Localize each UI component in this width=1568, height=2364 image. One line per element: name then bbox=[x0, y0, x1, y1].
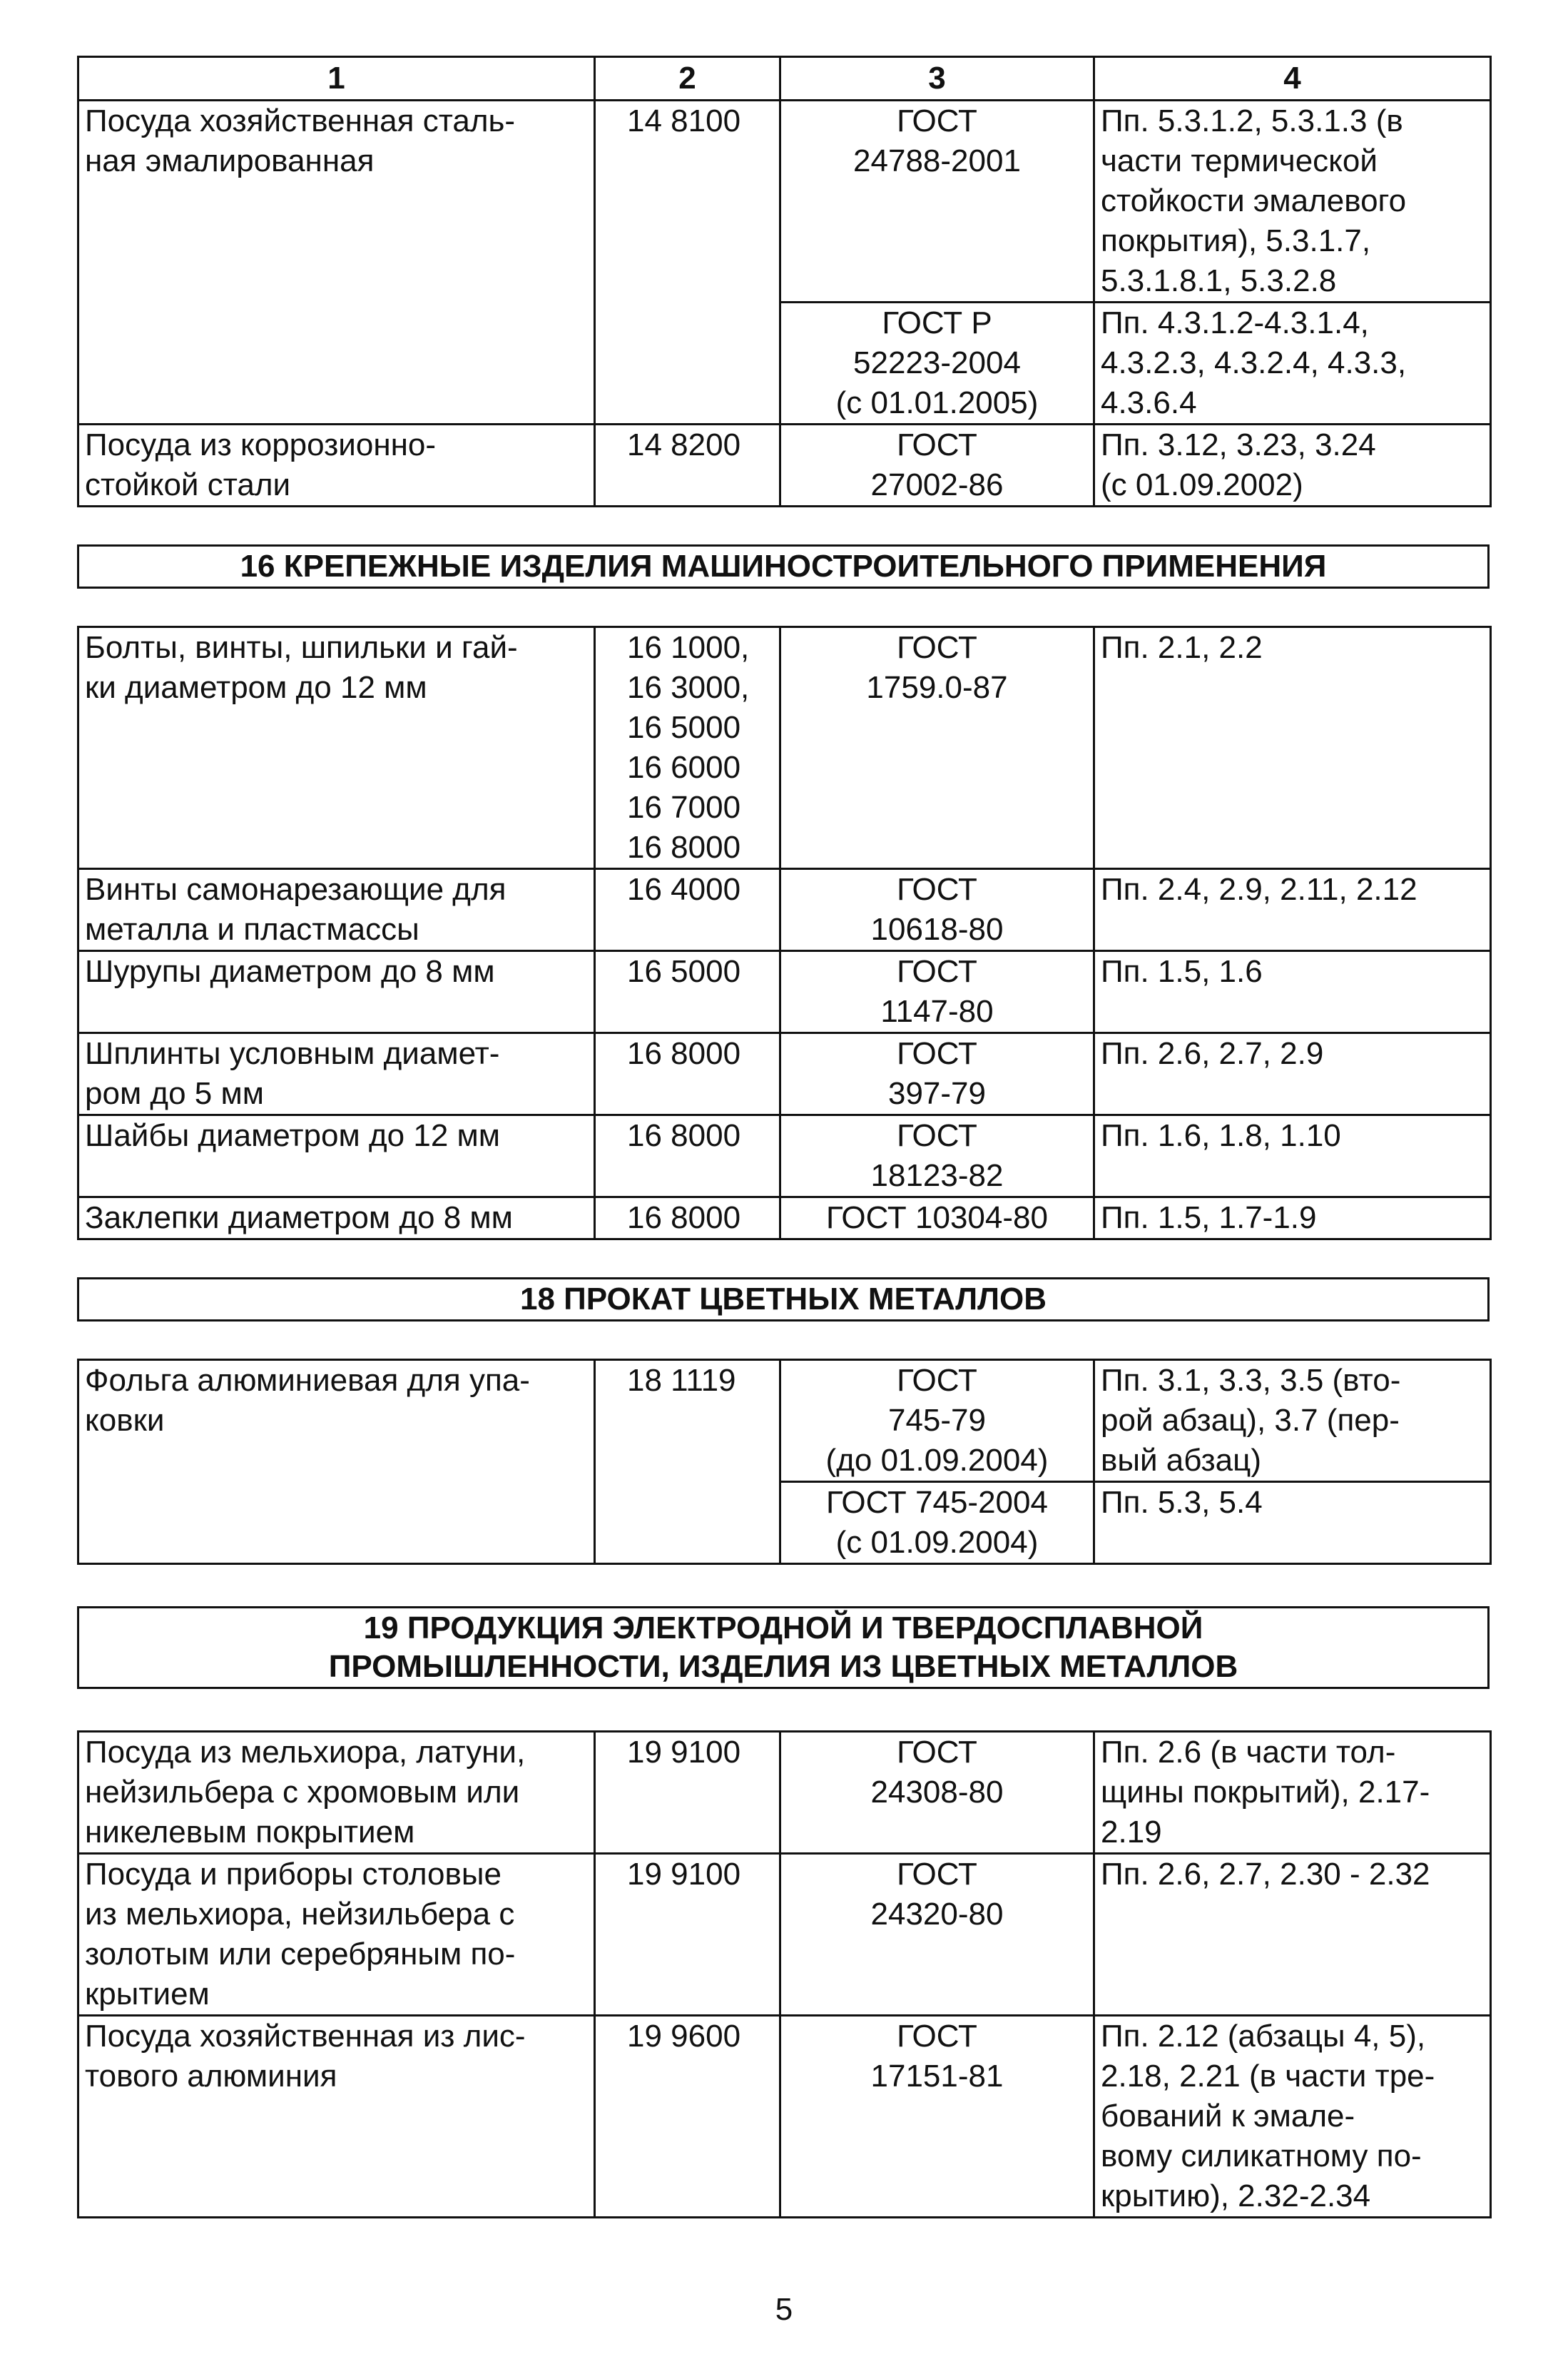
product-name-cell: Болты, винты, шпильки и гай- ки диаметром до 12 мм bbox=[78, 627, 595, 869]
code-cell: 19 9100 bbox=[595, 1732, 780, 1854]
standard-cell: ГОСТ 745-79 (до 01.09.2004) bbox=[780, 1360, 1094, 1482]
table-row bbox=[78, 1197, 1491, 1239]
table-block-16 bbox=[77, 626, 1492, 1240]
clauses-cell: Пп. 5.3, 5.4 bbox=[1094, 1482, 1491, 1564]
code-cell: 19 9100 bbox=[595, 1854, 780, 2016]
standard-cell: ГОСТ Р 52223-2004 (с 01.01.2005) bbox=[780, 303, 1094, 425]
table-block-19 bbox=[77, 1730, 1492, 2218]
table-row bbox=[78, 101, 1491, 303]
product-name-cell: Шурупы диаметром до 8 мм bbox=[78, 951, 595, 1033]
standard-cell: ГОСТ 1147-80 bbox=[780, 951, 1094, 1033]
product-name-cell: Винты самонарезающие для металла и пластмассы bbox=[78, 869, 595, 951]
clauses-cell: Пп. 2.1, 2.2 bbox=[1094, 627, 1491, 869]
document-page bbox=[77, 56, 1490, 2218]
code-cell: 16 1000, 16 3000, 16 5000 16 6000 16 7000 16 8000 bbox=[595, 627, 780, 869]
code-cell: 19 9600 bbox=[595, 2016, 780, 2218]
clauses-cell: Пп. 2.12 (абзацы 4, 5), 2.18, 2.21 (в части тре- бований к эмале- вому силикатному по- крытию), 2.32-2.34 bbox=[1094, 2016, 1491, 2218]
clauses-cell: Пп. 3.1, 3.3, 3.5 (вто- рой абзац), 3.7 (пер- вый абзац) bbox=[1094, 1360, 1491, 1482]
clauses-cell: Пп. 4.3.1.2-4.3.1.4, 4.3.2.3, 4.3.2.4, 4.3.3, 4.3.6.4 bbox=[1094, 303, 1491, 425]
code-cell: 16 4000 bbox=[595, 869, 780, 951]
product-name-cell: Заклепки диаметром до 8 мм bbox=[78, 1197, 595, 1239]
code-cell: 16 8000 bbox=[595, 1115, 780, 1197]
product-name-cell: Посуда хозяйственная сталь- ная эмалированная bbox=[78, 101, 595, 425]
standard-cell: ГОСТ 1759.0-87 bbox=[780, 627, 1094, 869]
page-number: 5 bbox=[775, 2292, 793, 2327]
product-name-cell: Посуда хозяйственная из лис- тового алюминия bbox=[78, 2016, 595, 2218]
product-name-cell: Посуда из мельхиора, латуни, нейзильбера с хромовым или никелевым покрытием bbox=[78, 1732, 595, 1854]
standard-cell: ГОСТ 27002-86 bbox=[780, 425, 1094, 507]
section-heading-16: 16 КРЕПЕЖНЫЕ ИЗДЕЛИЯ МАШИНОСТРОИТЕЛЬНОГО ПРИМЕНЕНИЯ bbox=[77, 544, 1490, 589]
clauses-cell: Пп. 2.6, 2.7, 2.9 bbox=[1094, 1033, 1491, 1115]
table-row bbox=[78, 951, 1491, 1033]
table-row bbox=[78, 2016, 1491, 2218]
standard-cell: ГОСТ 24308-80 bbox=[780, 1732, 1094, 1854]
table-block-14 bbox=[77, 56, 1492, 507]
column-header-3: 3 bbox=[780, 57, 1094, 101]
table-row bbox=[78, 869, 1491, 951]
code-cell: 16 5000 bbox=[595, 951, 780, 1033]
table-row bbox=[78, 1360, 1491, 1482]
clauses-cell: Пп. 2.6, 2.7, 2.30 - 2.32 bbox=[1094, 1854, 1491, 2016]
table-row bbox=[78, 1115, 1491, 1197]
code-cell: 14 8200 bbox=[595, 425, 780, 507]
table-row bbox=[78, 1732, 1491, 1854]
table-row bbox=[78, 1033, 1491, 1115]
standard-cell: ГОСТ 10304-80 bbox=[780, 1197, 1094, 1239]
clauses-cell: Пп. 2.4, 2.9, 2.11, 2.12 bbox=[1094, 869, 1491, 951]
code-cell: 16 8000 bbox=[595, 1197, 780, 1239]
standard-cell: ГОСТ 24320-80 bbox=[780, 1854, 1094, 2016]
table-row bbox=[78, 627, 1491, 869]
standard-cell: ГОСТ 397-79 bbox=[780, 1033, 1094, 1115]
standard-cell: ГОСТ 18123-82 bbox=[780, 1115, 1094, 1197]
clauses-cell: Пп. 1.5, 1.6 bbox=[1094, 951, 1491, 1033]
code-cell: 18 1119 bbox=[595, 1360, 780, 1564]
standard-cell: ГОСТ 745-2004 (с 01.09.2004) bbox=[780, 1482, 1094, 1564]
clauses-cell: Пп. 2.6 (в части тол- щины покрытий), 2.17- 2.19 bbox=[1094, 1732, 1491, 1854]
section-heading-18: 18 ПРОКАТ ЦВЕТНЫХ МЕТАЛЛОВ bbox=[77, 1277, 1490, 1321]
product-name-cell: Фольга алюминиевая для упа- ковки bbox=[78, 1360, 595, 1564]
clauses-cell: Пп. 5.3.1.2, 5.3.1.3 (в части термической стойкости эмалевого покрытия), 5.3.1.7, 5.3.1.8.1, 5.3.2.8 bbox=[1094, 101, 1491, 303]
column-header-row bbox=[78, 57, 1491, 101]
standard-cell: ГОСТ 24788-2001 bbox=[780, 101, 1094, 303]
table-row bbox=[78, 425, 1491, 507]
standard-cell: ГОСТ 17151-81 bbox=[780, 2016, 1094, 2218]
table-row bbox=[78, 1854, 1491, 2016]
clauses-cell: Пп. 1.6, 1.8, 1.10 bbox=[1094, 1115, 1491, 1197]
table-block-18 bbox=[77, 1359, 1492, 1565]
code-cell: 16 8000 bbox=[595, 1033, 780, 1115]
section-heading-19: 19 ПРОДУКЦИЯ ЭЛЕКТРОДНОЙ И ТВЕРДОСПЛАВНОЙ ПРОМЫШЛЕННОСТИ, ИЗДЕЛИЯ ИЗ ЦВЕТНЫХ МЕТАЛЛОВ bbox=[77, 1606, 1490, 1689]
column-header-1: 1 bbox=[78, 57, 595, 101]
clauses-cell: Пп. 1.5, 1.7-1.9 bbox=[1094, 1197, 1491, 1239]
code-cell: 14 8100 bbox=[595, 101, 780, 425]
standard-cell: ГОСТ 10618-80 bbox=[780, 869, 1094, 951]
clauses-cell: Пп. 3.12, 3.23, 3.24 (с 01.09.2002) bbox=[1094, 425, 1491, 507]
product-name-cell: Посуда и приборы столовые из мельхиора, нейзильбера с золотым или серебряным по- крытием bbox=[78, 1854, 595, 2016]
column-header-2: 2 bbox=[595, 57, 780, 101]
product-name-cell: Посуда из коррозионно- стойкой стали bbox=[78, 425, 595, 507]
product-name-cell: Шайбы диаметром до 12 мм bbox=[78, 1115, 595, 1197]
column-header-4: 4 bbox=[1094, 57, 1491, 101]
product-name-cell: Шплинты условным диамет- ром до 5 мм bbox=[78, 1033, 595, 1115]
